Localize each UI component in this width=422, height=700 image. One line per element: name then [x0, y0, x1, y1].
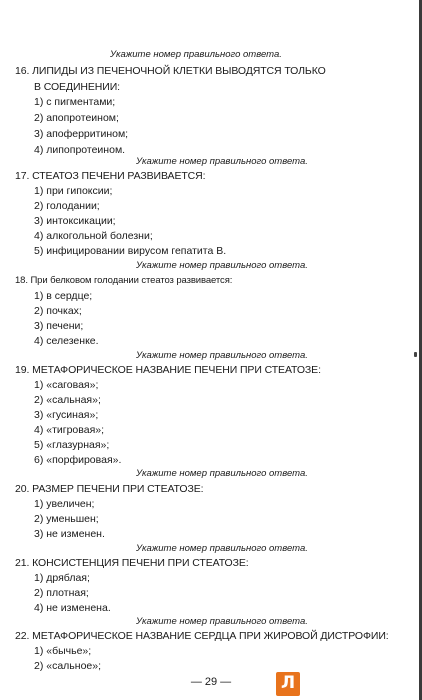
answer-option: 3) «гусиная»; — [34, 409, 99, 421]
instruction-text: Укажите номер правильного ответа. — [136, 616, 308, 627]
question-22-line-1: 22. МЕТАФОРИЧЕСКОЕ НАЗВАНИЕ СЕРДЦА ПРИ ЖИРОВОЙ ДИСТРОФИИ: — [15, 630, 389, 642]
answer-option: 2) апопротеином; — [34, 112, 119, 124]
answer-option: 1) «саговая»; — [34, 379, 99, 391]
question-16-line-1: 16. ЛИПИДЫ ИЗ ПЕЧЕНОЧНОЙ КЛЕТКИ ВЫВОДЯТСЯ ТОЛЬКО — [15, 65, 326, 77]
edge-mark — [414, 352, 417, 357]
instruction-text: Укажите номер правильного ответа. — [136, 468, 308, 479]
answer-option: 2) голодании; — [34, 200, 100, 212]
answer-option: 4) алкогольной болезни; — [34, 230, 153, 242]
instruction-text: Укажите номер правильного ответа. — [136, 260, 308, 271]
answer-option: 2) «сальное»; — [34, 660, 102, 672]
page-number: — 29 — — [190, 676, 232, 688]
answer-option: 5) «глазурная»; — [34, 439, 110, 451]
question-18-line-1: 18. При белковом голодании стеатоз развивается: — [15, 275, 233, 286]
answer-option: 1) «бычье»; — [34, 645, 92, 657]
answer-option: 2) почках; — [34, 305, 82, 317]
logo-letter: Л — [280, 673, 296, 693]
answer-option: 2) «сальная»; — [34, 394, 101, 406]
answer-option: 4) липопротеином. — [34, 144, 126, 156]
answer-option: 6) «порфировая». — [34, 454, 122, 466]
answer-option: 5) инфицировании вирусом гепатита В. — [34, 245, 227, 257]
answer-option: 2) плотная; — [34, 587, 89, 599]
instruction-text: Укажите номер правильного ответа. — [136, 350, 308, 361]
answer-option: 4) селезенке. — [34, 335, 99, 347]
answer-option: 4) «тигровая»; — [34, 424, 105, 436]
publisher-logo-icon — [276, 672, 300, 696]
answer-option: 1) с пигментами; — [34, 96, 116, 108]
answer-option: 3) интоксикации; — [34, 215, 116, 227]
answer-option: 1) в сердце; — [34, 290, 93, 302]
instruction-text: Укажите номер правильного ответа. — [136, 156, 308, 167]
answer-option: 3) апоферритином; — [34, 128, 129, 140]
question-21-line-1: 21. КОНСИСТЕНЦИЯ ПЕЧЕНИ ПРИ СТЕАТОЗЕ: — [15, 557, 249, 569]
question-17-line-1: 17. СТЕАТОЗ ПЕЧЕНИ РАЗВИВАЕТСЯ: — [15, 170, 206, 182]
instruction-text: Укажите номер правильного ответа. — [136, 543, 308, 554]
question-20-line-1: 20. РАЗМЕР ПЕЧЕНИ ПРИ СТЕАТОЗЕ: — [15, 483, 204, 495]
question-19-line-1: 19. МЕТАФОРИЧЕСКОЕ НАЗВАНИЕ ПЕЧЕНИ ПРИ СТЕАТОЗЕ: — [15, 364, 321, 376]
answer-option: 3) не изменен. — [34, 528, 105, 540]
instruction-text: Укажите номер правильного ответа. — [110, 49, 282, 60]
answer-option: 2) уменьшен; — [34, 513, 99, 525]
answer-option: 3) печени; — [34, 320, 84, 332]
answer-option: 1) при гипоксии; — [34, 185, 113, 197]
answer-option: 1) увеличен; — [34, 498, 95, 510]
question-16-line-2: В СОЕДИНЕНИИ: — [34, 81, 120, 93]
answer-option: 1) дряблая; — [34, 572, 90, 584]
answer-option: 4) не изменена. — [34, 602, 111, 614]
